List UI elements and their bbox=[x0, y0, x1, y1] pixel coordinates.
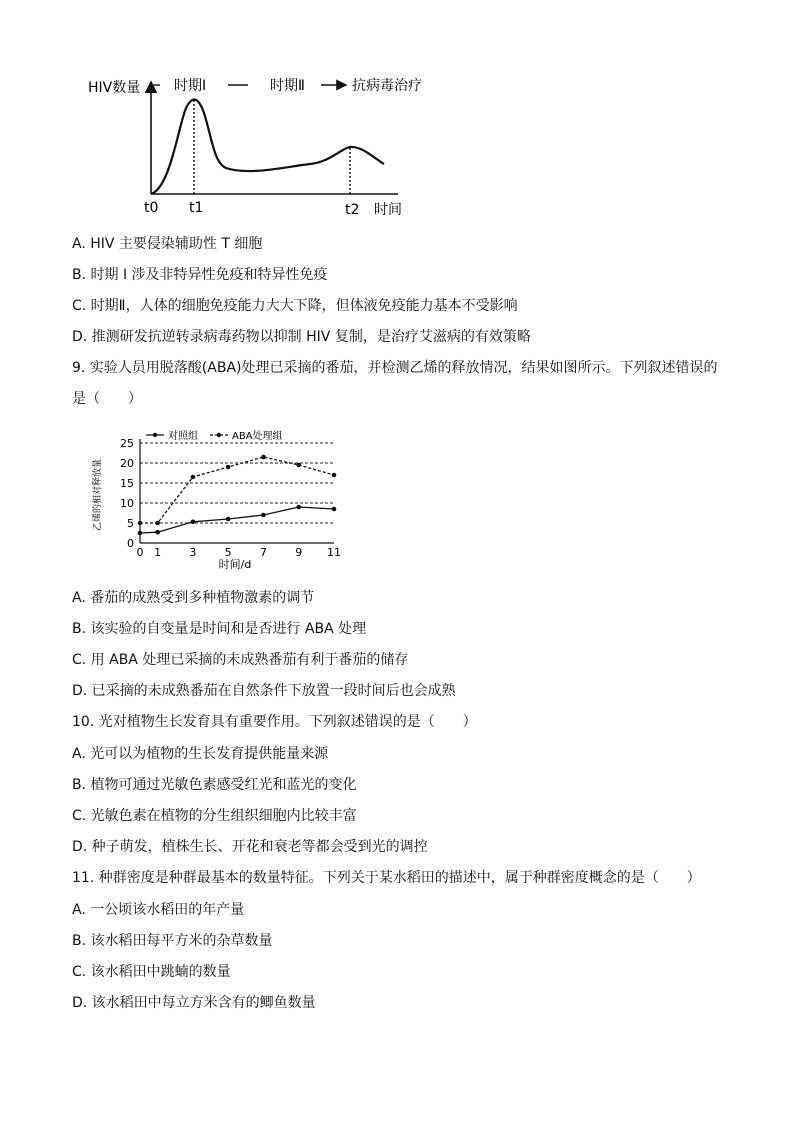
q9-option-a: A. 番茄的成熟受到多种植物激素的调节 bbox=[72, 590, 315, 606]
series-line-1 bbox=[140, 457, 334, 523]
q8-option-d: D. 推测研发抗逆转录病毒药物以抑制 HIV 复制，是治疗艾滋病的有效策略 bbox=[72, 329, 531, 345]
q11-stem: 11. 种群密度是种群最基本的数量特征。下列关于某水稻田的描述中，属于种群密度概念的是（ ） bbox=[72, 870, 701, 886]
ethylene-chart bbox=[88, 425, 348, 575]
x-tick-label: 11 bbox=[327, 546, 341, 559]
data-point bbox=[155, 521, 160, 526]
q10-option-a: A. 光可以为植物的生长发育提供能量来源 bbox=[72, 746, 329, 762]
legend-marker-0 bbox=[153, 433, 157, 437]
hiv-figure-svg bbox=[80, 68, 440, 220]
data-point bbox=[226, 517, 231, 522]
data-point bbox=[138, 521, 143, 526]
q9-option-d: D. 已采摘的未成熟番茄在自然条件下放置一段时间后也会成熟 bbox=[72, 683, 456, 699]
hiv-curve bbox=[151, 100, 384, 194]
x-tick-label: 7 bbox=[259, 546, 267, 559]
q9-stem-line2: 是（ ） bbox=[72, 391, 142, 407]
x-tick-label: 0 bbox=[136, 546, 144, 559]
t2-label: t2 bbox=[345, 202, 360, 218]
x-tick-label: 1 bbox=[154, 546, 162, 559]
t1-label: t1 bbox=[189, 200, 204, 216]
data-point bbox=[261, 513, 266, 518]
x-axis-label: 时间 bbox=[374, 202, 402, 218]
y-tick-label: 0 bbox=[127, 537, 134, 550]
legend-label-1: ABA处理组 bbox=[232, 431, 283, 442]
legend-label-0: 对照组 bbox=[168, 431, 198, 442]
data-point bbox=[261, 455, 266, 460]
x-tick-label: 5 bbox=[224, 546, 232, 559]
data-point bbox=[191, 475, 196, 480]
q8-option-a: A. HIV 主要侵染辅助性 T 细胞 bbox=[72, 236, 263, 252]
x-tick-label: 3 bbox=[189, 546, 197, 559]
data-point bbox=[332, 473, 337, 478]
data-point bbox=[332, 507, 337, 512]
data-point bbox=[191, 520, 196, 525]
q11-option-d: D. 该水稻田中每立方米含有的鲫鱼数量 bbox=[72, 995, 316, 1011]
legend-marker-1 bbox=[217, 433, 221, 437]
ethylene-chart-svg bbox=[88, 425, 348, 575]
hiv-figure bbox=[80, 68, 440, 220]
data-point bbox=[296, 463, 301, 468]
q10-option-b: B. 植物可通过光敏色素感受红光和蓝光的变化 bbox=[72, 777, 357, 793]
x-tick-label: 9 bbox=[295, 546, 303, 559]
q10-stem: 10. 光对植物生长发育具有重要作用。下列叙述错误的是（ ） bbox=[72, 714, 477, 730]
y-tick-label: 5 bbox=[127, 517, 134, 530]
q10-option-c: C. 光敏色素在植物的分生组织细胞内比较丰富 bbox=[72, 808, 357, 824]
q8-option-c: C. 时期Ⅱ，人体的细胞免疫能力大大下降，但体液免疫能力基本不受影响 bbox=[72, 298, 518, 314]
data-point bbox=[226, 465, 231, 470]
chart-x-label: 时间/d bbox=[218, 558, 252, 571]
q11-option-b: B. 该水稻田每平方米的杂草数量 bbox=[72, 933, 273, 949]
q10-option-d: D. 种子萌发，植株生长、开花和衰老等都会受到光的调控 bbox=[72, 839, 428, 855]
y-tick-label: 10 bbox=[120, 497, 134, 510]
q9-stem-line1: 9. 实验人员用脱落酸(ABA)处理已采摘的番茄，并检测乙烯的释放情况，结果如图所示。下列叙述错误的 bbox=[72, 360, 718, 376]
phase2-label: 时期Ⅱ bbox=[270, 78, 305, 94]
data-point bbox=[155, 530, 160, 535]
q11-option-a: A. 一公顷该水稻田的年产量 bbox=[72, 902, 245, 918]
y-axis-label: HIV数量 bbox=[88, 80, 141, 96]
q8-option-b: B. 时期 I 涉及非特异性免疫和特异性免疫 bbox=[72, 267, 328, 283]
phase1-label: 时期Ⅰ bbox=[174, 78, 207, 94]
chart-y-label: 乙烯的相对释放量 bbox=[93, 458, 103, 532]
data-point bbox=[296, 505, 301, 510]
y-tick-label: 20 bbox=[120, 457, 134, 470]
phase3-label: 抗病毒治疗 bbox=[352, 78, 422, 94]
q11-option-c: C. 该水稻田中跳蝻的数量 bbox=[72, 964, 231, 980]
t0-label: t0 bbox=[144, 200, 159, 216]
q9-option-c: C. 用 ABA 处理已采摘的未成熟番茄有利于番茄的储存 bbox=[72, 652, 409, 668]
q9-option-b: B. 该实验的自变量是时间和是否进行 ABA 处理 bbox=[72, 621, 367, 637]
y-tick-label: 15 bbox=[120, 477, 134, 490]
data-point bbox=[138, 531, 143, 536]
y-tick-label: 25 bbox=[120, 437, 134, 450]
series-line-0 bbox=[140, 507, 334, 533]
